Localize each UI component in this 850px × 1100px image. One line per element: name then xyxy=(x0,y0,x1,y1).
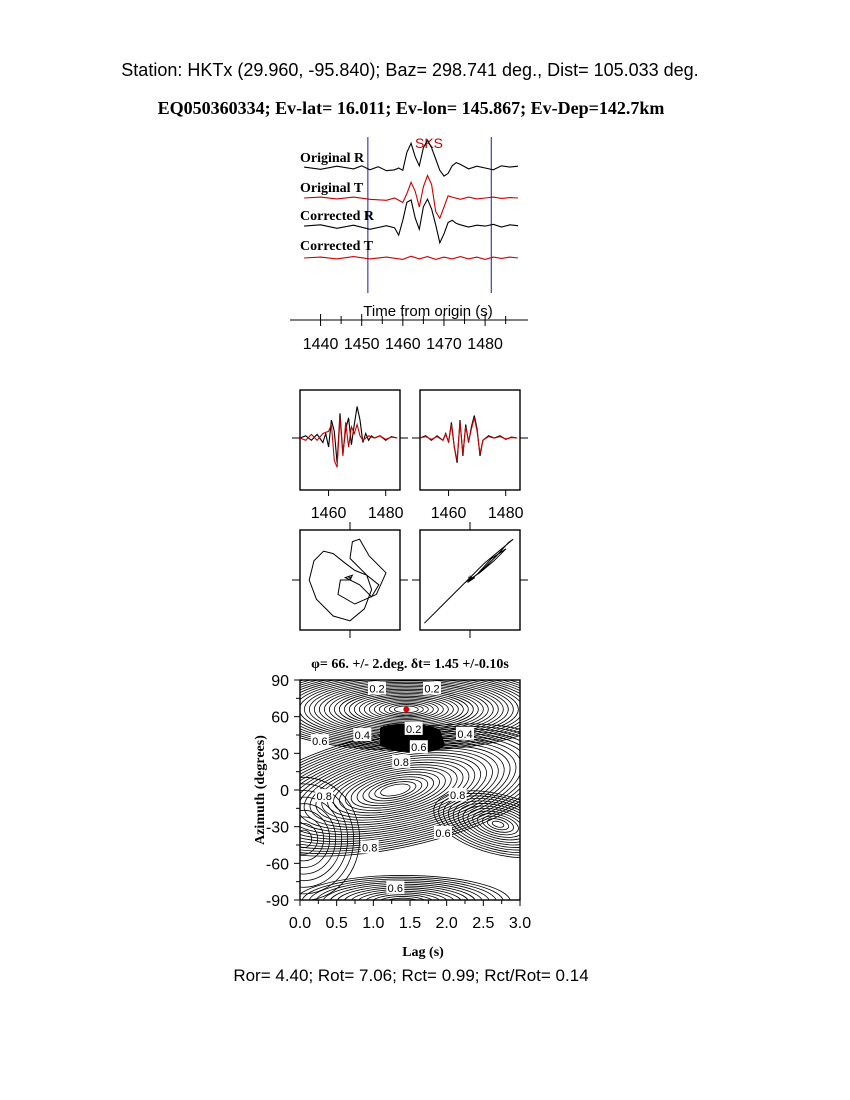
contour-label: 0.2 xyxy=(424,683,440,696)
time-tick-label: 1460 xyxy=(385,336,421,353)
azimuth-tick-label: 90 xyxy=(271,673,289,690)
time-tick-label: 1440 xyxy=(302,336,339,353)
particle-motion-center-marker: * xyxy=(347,573,353,587)
trace-label-original-t: Original T xyxy=(300,181,364,196)
event-info-title: EQ050360334; Ev-lat= 16.011; Ev-lon= 145.867; Ev-Dep=142.7km xyxy=(157,98,665,118)
seismogram-panel xyxy=(290,135,528,353)
contour-line xyxy=(486,817,510,832)
time-tick-label: 1480 xyxy=(467,336,503,353)
contour-line xyxy=(380,782,412,799)
time-tick-label: 1470 xyxy=(426,336,462,353)
contour-label: 0.8 xyxy=(316,791,332,804)
particle-motion-center-marker: * xyxy=(467,573,473,587)
azimuth-tick-label: -90 xyxy=(265,893,289,910)
best-fit-marker xyxy=(403,706,409,712)
lag-tick-label: 3.0 xyxy=(508,915,532,932)
waveform-panel-corrected xyxy=(412,390,528,522)
contour-label: 0.8 xyxy=(450,789,466,802)
contour-label: 0.6 xyxy=(312,736,328,749)
contour-label: 0.6 xyxy=(411,742,427,755)
ratios-summary: Ror= 4.40; Rot= 7.06; Rct= 0.99; Rct/Rot= 0.14 xyxy=(233,966,589,985)
contour-line xyxy=(342,762,449,818)
trace-label-corrected-t: Corrected T xyxy=(300,239,373,254)
lag-tick-label: 1.0 xyxy=(362,915,385,932)
azimuth-tick-label: 60 xyxy=(271,709,289,727)
trace-label-corrected-r: Corrected R xyxy=(300,209,374,224)
waveform-tick-label: 1460 xyxy=(310,505,347,522)
contour-line xyxy=(348,765,443,815)
splitting-parameters-title: φ= 66. +/- 2.deg. δt= 1.45 +/-0.10s xyxy=(311,657,509,672)
trace-label-original-r: Original R xyxy=(300,151,365,166)
station-info-title: Station: HKTx (29.960, -95.840); Baz= 298.741 deg., Dist= 105.033 deg. xyxy=(121,60,699,80)
waveform-tick-label: 1480 xyxy=(487,505,524,522)
lag-tick-label: 2.5 xyxy=(472,915,495,932)
waveform-trace-2 xyxy=(420,418,517,461)
contour-label: 0.6 xyxy=(435,827,451,840)
azimuth-tick-label: -60 xyxy=(265,856,289,874)
waveform-tick-label: 1480 xyxy=(367,505,404,522)
seismogram-trace-4 xyxy=(304,256,518,259)
contour-label: 0.4 xyxy=(354,730,370,742)
contour-line xyxy=(373,778,417,801)
waveform-trace-1 xyxy=(300,407,397,463)
time-tick-label: 1450 xyxy=(343,336,380,353)
contour-label: 0.8 xyxy=(393,756,409,769)
waveform-trace-2 xyxy=(300,418,397,468)
contour-line xyxy=(372,895,434,911)
lag-tick-label: 0.5 xyxy=(325,915,348,932)
particle-motion-panel-original xyxy=(292,522,408,638)
contour-label: 0.8 xyxy=(362,842,378,855)
azimuth-tick-label: 30 xyxy=(271,746,289,764)
contour-label: 0.4 xyxy=(457,728,473,741)
lag-tick-label: 0.0 xyxy=(288,915,312,932)
lag-axis-label: Lag (s) xyxy=(402,945,444,960)
energy-grid-panel xyxy=(222,657,570,960)
waveform-tick-label: 1460 xyxy=(430,505,467,522)
lag-tick-label: 1.5 xyxy=(398,915,422,932)
azimuth-axis-label: Azimuth (degrees) xyxy=(253,735,268,845)
contour-label: 0.6 xyxy=(387,882,403,895)
azimuth-tick-label: -30 xyxy=(265,819,289,837)
particle-motion-panel-corrected xyxy=(412,522,528,638)
contour-label: 0.2 xyxy=(406,723,422,736)
contour-label: 0.2 xyxy=(369,683,385,696)
contour-line xyxy=(365,893,441,912)
waveform-frame-corrected xyxy=(420,390,520,490)
contour-line xyxy=(361,772,430,808)
time-axis-label: Time from origin (s) xyxy=(363,303,493,320)
azimuth-tick-label: 0 xyxy=(280,783,289,800)
contour-line xyxy=(492,820,505,828)
phase-label: SKS xyxy=(414,135,444,151)
waveform-panel-original xyxy=(292,390,408,522)
lag-tick-label: 2.0 xyxy=(435,915,458,932)
